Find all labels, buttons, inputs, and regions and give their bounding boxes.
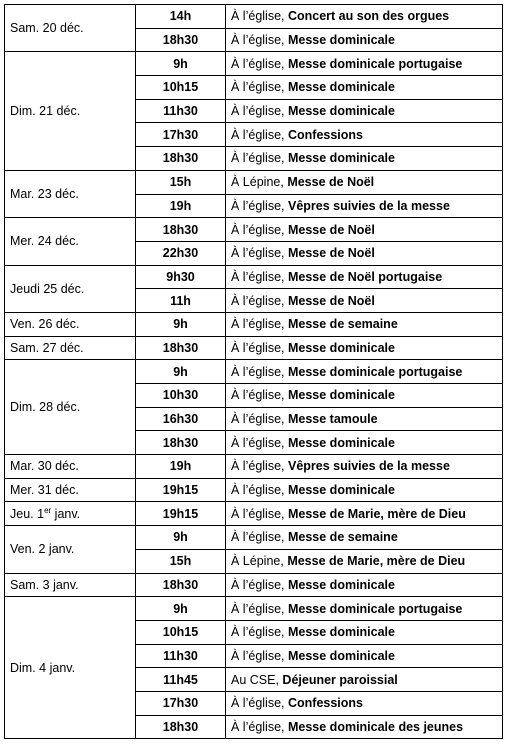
event-cell (226, 549, 503, 573)
event-cell (226, 431, 503, 455)
day-label-suffix: janv. (51, 506, 81, 521)
time-cell: 11h (136, 289, 226, 313)
event-title: Messe dominicale (287, 483, 395, 498)
event-place: À l’église, (231, 412, 285, 427)
event-cell (226, 573, 503, 597)
event-cell (226, 715, 503, 739)
day-label: Ven. 26 déc. (10, 317, 80, 332)
schedule-body (5, 5, 503, 739)
event-place: À l’église, (231, 696, 285, 711)
event-cell (226, 170, 503, 194)
day-label: Sam. 27 déc. (10, 340, 84, 355)
event-title: Messe de semaine (287, 530, 398, 545)
time-cell: 18h30 (136, 431, 226, 455)
event-place: Au CSE, (231, 672, 279, 687)
day-ordinal-suffix: er (44, 505, 52, 515)
event-place: À l’église, (231, 222, 285, 237)
time-cell: 11h30 (136, 644, 226, 668)
event-title: Déjeuner paroissial (282, 672, 398, 687)
event-place: À l’église, (231, 506, 285, 521)
event-title: Messe de Noël portugaise (287, 269, 443, 284)
table-row (5, 52, 503, 76)
time-cell: 15h (136, 170, 226, 194)
event-cell (226, 147, 503, 171)
table-row (5, 170, 503, 194)
time-cell: 9h (136, 360, 226, 384)
day-cell (5, 52, 136, 170)
event-cell (226, 76, 503, 100)
event-title: Vêpres suivies de la messe (287, 198, 450, 213)
time-cell: 15h (136, 549, 226, 573)
time-cell: 16h30 (136, 407, 226, 431)
time-cell: 19h (136, 194, 226, 218)
time-cell: 19h (136, 455, 226, 479)
event-place: À l’église, (231, 530, 285, 545)
event-title: Messe dominicale (287, 104, 395, 119)
time-cell: 17h30 (136, 691, 226, 715)
time-cell: 18h30 (136, 218, 226, 242)
event-place: À l’église, (231, 459, 285, 474)
event-title: Vêpres suivies de la messe (287, 459, 450, 474)
time-cell: 10h30 (136, 384, 226, 408)
event-title: Confessions (287, 127, 363, 142)
day-label: Mer. 24 déc. (10, 234, 79, 249)
event-place: À l’église, (231, 388, 285, 403)
event-place: À Lépine, (231, 554, 284, 569)
table-row (5, 502, 503, 526)
time-cell: 10h15 (136, 620, 226, 644)
event-place: À l’église, (231, 127, 285, 142)
event-place: À l’église, (231, 104, 285, 119)
schedule-table (4, 4, 503, 739)
day-label: Jeudi 25 déc. (10, 281, 85, 296)
day-cell (5, 502, 136, 526)
event-place: À l’église, (231, 364, 285, 379)
event-place: À l’église, (231, 9, 285, 24)
event-cell (226, 668, 503, 692)
event-cell (226, 644, 503, 668)
event-place: À l’église, (231, 435, 285, 450)
event-cell (226, 289, 503, 313)
event-place: À l’église, (231, 293, 285, 308)
day-cell (5, 478, 136, 502)
event-title: Messe dominicale (287, 577, 395, 592)
day-cell (5, 455, 136, 479)
event-title: Confessions (287, 696, 363, 711)
event-cell (226, 502, 503, 526)
event-place: À l’église, (231, 601, 285, 616)
event-cell (226, 478, 503, 502)
event-cell (226, 597, 503, 621)
event-place: À l’église, (231, 246, 285, 261)
event-cell (226, 99, 503, 123)
event-title: Messe dominicale portugaise (287, 56, 463, 71)
time-cell: 18h30 (136, 147, 226, 171)
event-place: À l’église, (231, 269, 285, 284)
event-place: À l’église, (231, 317, 285, 332)
event-title: Messe tamoule (287, 412, 378, 427)
table-row (5, 218, 503, 242)
event-cell (226, 218, 503, 242)
time-cell: 18h30 (136, 573, 226, 597)
event-title: Messe dominicale portugaise (287, 364, 463, 379)
table-row (5, 336, 503, 360)
time-cell: 11h45 (136, 668, 226, 692)
event-cell (226, 28, 503, 52)
day-cell (5, 597, 136, 739)
event-place: À l’église, (231, 483, 285, 498)
event-title: Messe dominicale des jeunes (287, 719, 464, 734)
event-cell (226, 52, 503, 76)
day-cell (5, 218, 136, 265)
day-label: Mar. 23 déc. (10, 187, 79, 201)
event-title: Messe dominicale (287, 151, 395, 166)
time-cell: 19h15 (136, 478, 226, 502)
day-label: Ven. 2 janv. (10, 542, 75, 557)
day-label: Dim. 4 janv. (10, 660, 76, 675)
event-cell (226, 123, 503, 147)
day-cell (5, 526, 136, 573)
time-cell: 17h30 (136, 123, 226, 147)
event-cell (226, 620, 503, 644)
time-cell: 18h30 (136, 28, 226, 52)
event-place: À l’église, (231, 577, 285, 592)
day-label: Mer. 31 déc. (10, 483, 79, 498)
time-cell: 9h (136, 312, 226, 336)
event-title: Messe dominicale (287, 33, 395, 48)
table-row (5, 265, 503, 289)
event-title: Messe dominicale portugaise (287, 601, 463, 616)
event-place: À l’église, (231, 33, 285, 48)
event-title: Messe de Noël (287, 293, 375, 308)
day-cell (5, 312, 136, 336)
event-cell (226, 265, 503, 289)
day-label: Sam. 20 déc. (10, 21, 84, 36)
day-label: Dim. 28 déc. (10, 400, 81, 415)
event-place: À l’église, (231, 625, 285, 640)
event-title: Messe dominicale (287, 80, 395, 95)
time-cell: 19h15 (136, 502, 226, 526)
event-title: Messe dominicale (287, 388, 395, 403)
event-title: Messe dominicale (287, 435, 395, 450)
event-cell (226, 241, 503, 265)
event-cell (226, 312, 503, 336)
event-title: Messe de Noël (287, 175, 375, 190)
table-row (5, 5, 503, 29)
event-title: Messe de Noël (287, 246, 375, 261)
event-place: À l’église, (231, 648, 285, 663)
time-cell: 9h (136, 52, 226, 76)
time-cell: 9h (136, 526, 226, 550)
event-place: À l’église, (231, 198, 285, 213)
time-cell: 9h (136, 597, 226, 621)
day-label: Sam. 3 janv. (10, 577, 79, 592)
day-cell (5, 573, 136, 597)
event-title: Messe de Marie, mère de Dieu (287, 506, 466, 521)
event-place: À l’église, (231, 340, 285, 355)
table-row (5, 526, 503, 550)
event-place: À l’église, (231, 719, 285, 734)
event-title: Messe de Marie, mère de Dieu (287, 554, 466, 569)
event-title: Messe de semaine (287, 317, 398, 332)
event-title: Messe dominicale (287, 340, 395, 355)
event-cell (226, 691, 503, 715)
event-cell (226, 5, 503, 29)
event-cell (226, 407, 503, 431)
event-place: À Lépine, (231, 175, 284, 190)
time-cell: 14h (136, 5, 226, 29)
table-row (5, 455, 503, 479)
event-cell (226, 526, 503, 550)
day-cell (5, 5, 136, 52)
time-cell: 18h30 (136, 715, 226, 739)
event-title: Messe dominicale (287, 648, 395, 663)
day-cell (5, 360, 136, 455)
event-place: À l’église, (231, 56, 285, 71)
time-cell: 18h30 (136, 336, 226, 360)
event-cell (226, 336, 503, 360)
event-place: À l’église, (231, 80, 285, 95)
time-cell: 10h15 (136, 76, 226, 100)
day-label: Jeu. 1 (10, 506, 45, 521)
day-cell (5, 336, 136, 360)
day-label: Mar. 30 déc. (10, 459, 79, 474)
time-cell: 22h30 (136, 241, 226, 265)
day-cell (5, 170, 136, 217)
event-title: Messe de Noël (287, 222, 375, 237)
event-place: À l’église, (231, 151, 285, 166)
table-row (5, 573, 503, 597)
event-cell (226, 455, 503, 479)
event-title: Messe dominicale (287, 625, 395, 640)
table-row (5, 360, 503, 384)
day-label: Dim. 21 déc. (10, 104, 81, 119)
event-title: Concert au son des orgues (287, 9, 450, 24)
day-cell (5, 265, 136, 312)
table-row (5, 478, 503, 502)
time-cell: 11h30 (136, 99, 226, 123)
table-row (5, 312, 503, 336)
time-cell: 9h30 (136, 265, 226, 289)
event-cell (226, 384, 503, 408)
event-cell (226, 360, 503, 384)
event-cell (226, 194, 503, 218)
table-row (5, 597, 503, 621)
